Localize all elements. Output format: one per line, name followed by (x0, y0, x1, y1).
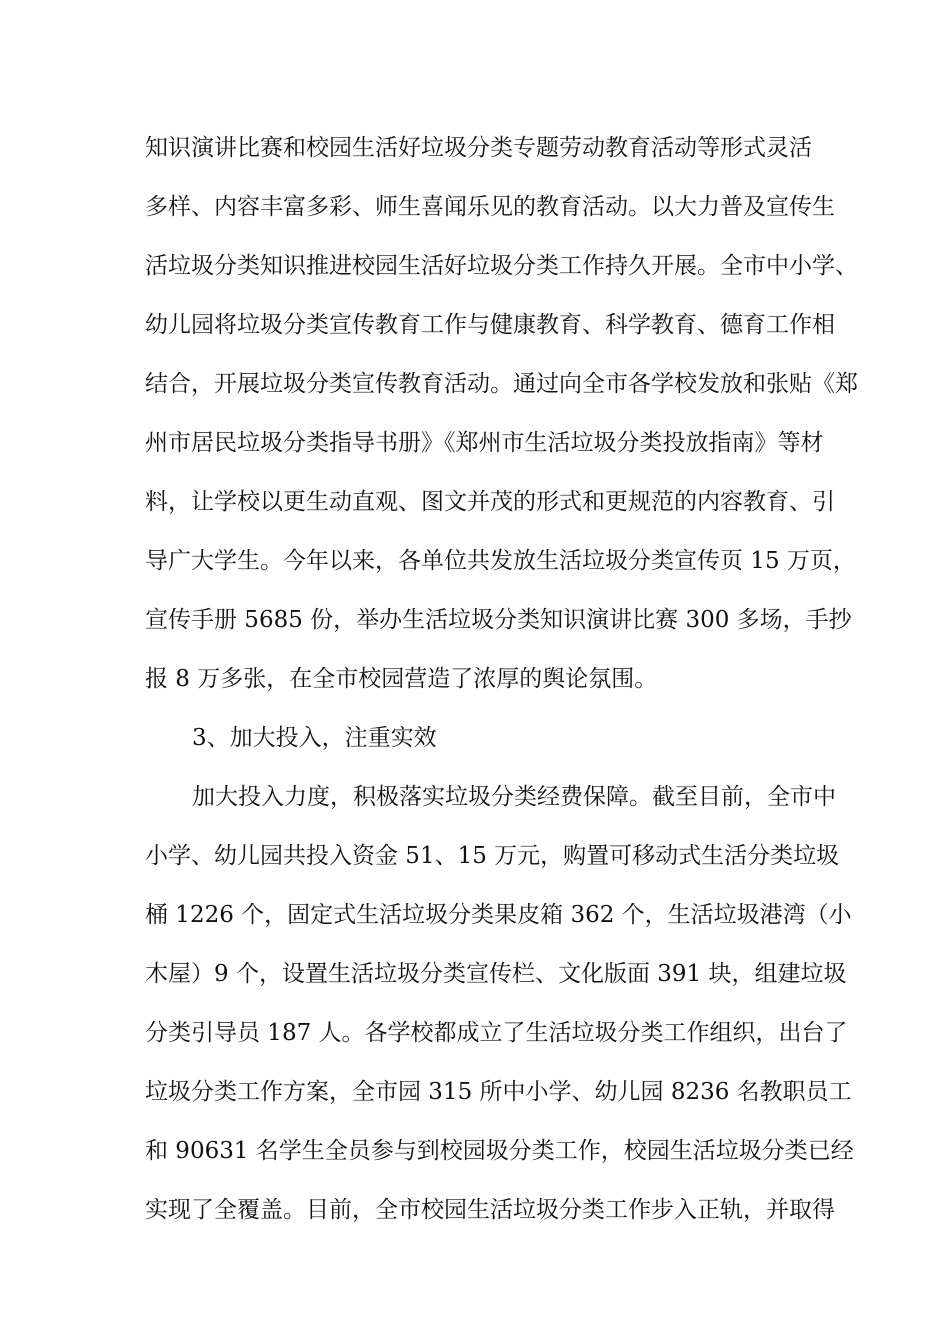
paragraph-1-line-6: 州市居民垃圾分类指导书册》《郑州市生活垃圾分类投放指南》等材 (145, 430, 824, 456)
paragraph-1-line-4: 幼儿园将垃圾分类宣传教育工作与健康教育、科学教育、德育工作相 (145, 312, 835, 338)
paragraph-1-line-2: 多样、内容丰富多彩、师生喜闻乐见的教育活动。以大力普及宣传生 (145, 194, 835, 220)
paragraph-2-line-4: 木屋）9 个，设置生活垃圾分类宣传栏、文化版面 391 块，组建垃圾 (145, 961, 847, 987)
paragraph-1-line-7: 料，让学校以更生动直观、图文并茂的形式和更规范的内容教育、引 (145, 489, 835, 515)
paragraph-2-line-1: 加大投入力度，积极落实垃圾分类经费保障。截至目前，全市中 (192, 784, 836, 810)
paragraph-1-line-8: 导广大学生。今年以来，各单位共发放生活垃圾分类宣传页 15 万页， (145, 548, 856, 574)
paragraph-1-line-10: 报 8 万多张，在全市校园营造了浓厚的舆论氛围。 (145, 666, 658, 692)
paragraph-1-line-3: 活垃圾分类知识推进校园生活好垃圾分类工作持久开展。全市中小学、 (145, 253, 858, 279)
paragraph-2-line-2: 小学、幼儿园共投入资金 51、15 万元，购置可移动式生活分类垃圾 (145, 843, 840, 869)
section-heading: 3、加大投入，注重实效 (192, 725, 437, 751)
paragraph-2-line-8: 实现了全覆盖。目前，全市校园生活垃圾分类工作步入正轨，并取得 (145, 1197, 835, 1223)
paragraph-1-line-1: 知识演讲比赛和校园生活好垃圾分类专题劳动教育活动等形式灵活 (145, 135, 812, 161)
paragraph-1-line-9: 宣传手册 5685 份，举办生活垃圾分类知识演讲比赛 300 多场，手抄 (145, 607, 852, 633)
paragraph-1-line-5: 结合，开展垃圾分类宣传教育活动。通过向全市各学校发放和张贴《郑 (145, 371, 858, 397)
paragraph-2-line-3: 桶 1226 个，固定式生活垃圾分类果皮箱 362 个，生活垃圾港湾（小 (145, 902, 852, 928)
paragraph-2-line-5: 分类引导员 187 人。各学校都成立了生活垃圾分类工作组织，出台了 (145, 1020, 848, 1046)
paragraph-2-line-6: 垃圾分类工作方案，全市园 315 所中小学、幼儿园 8236 名教职员工 (145, 1079, 852, 1105)
paragraph-2-line-7: 和 90631 名学生全员参与到校园圾分类工作，校园生活垃圾分类已经 (145, 1138, 854, 1164)
